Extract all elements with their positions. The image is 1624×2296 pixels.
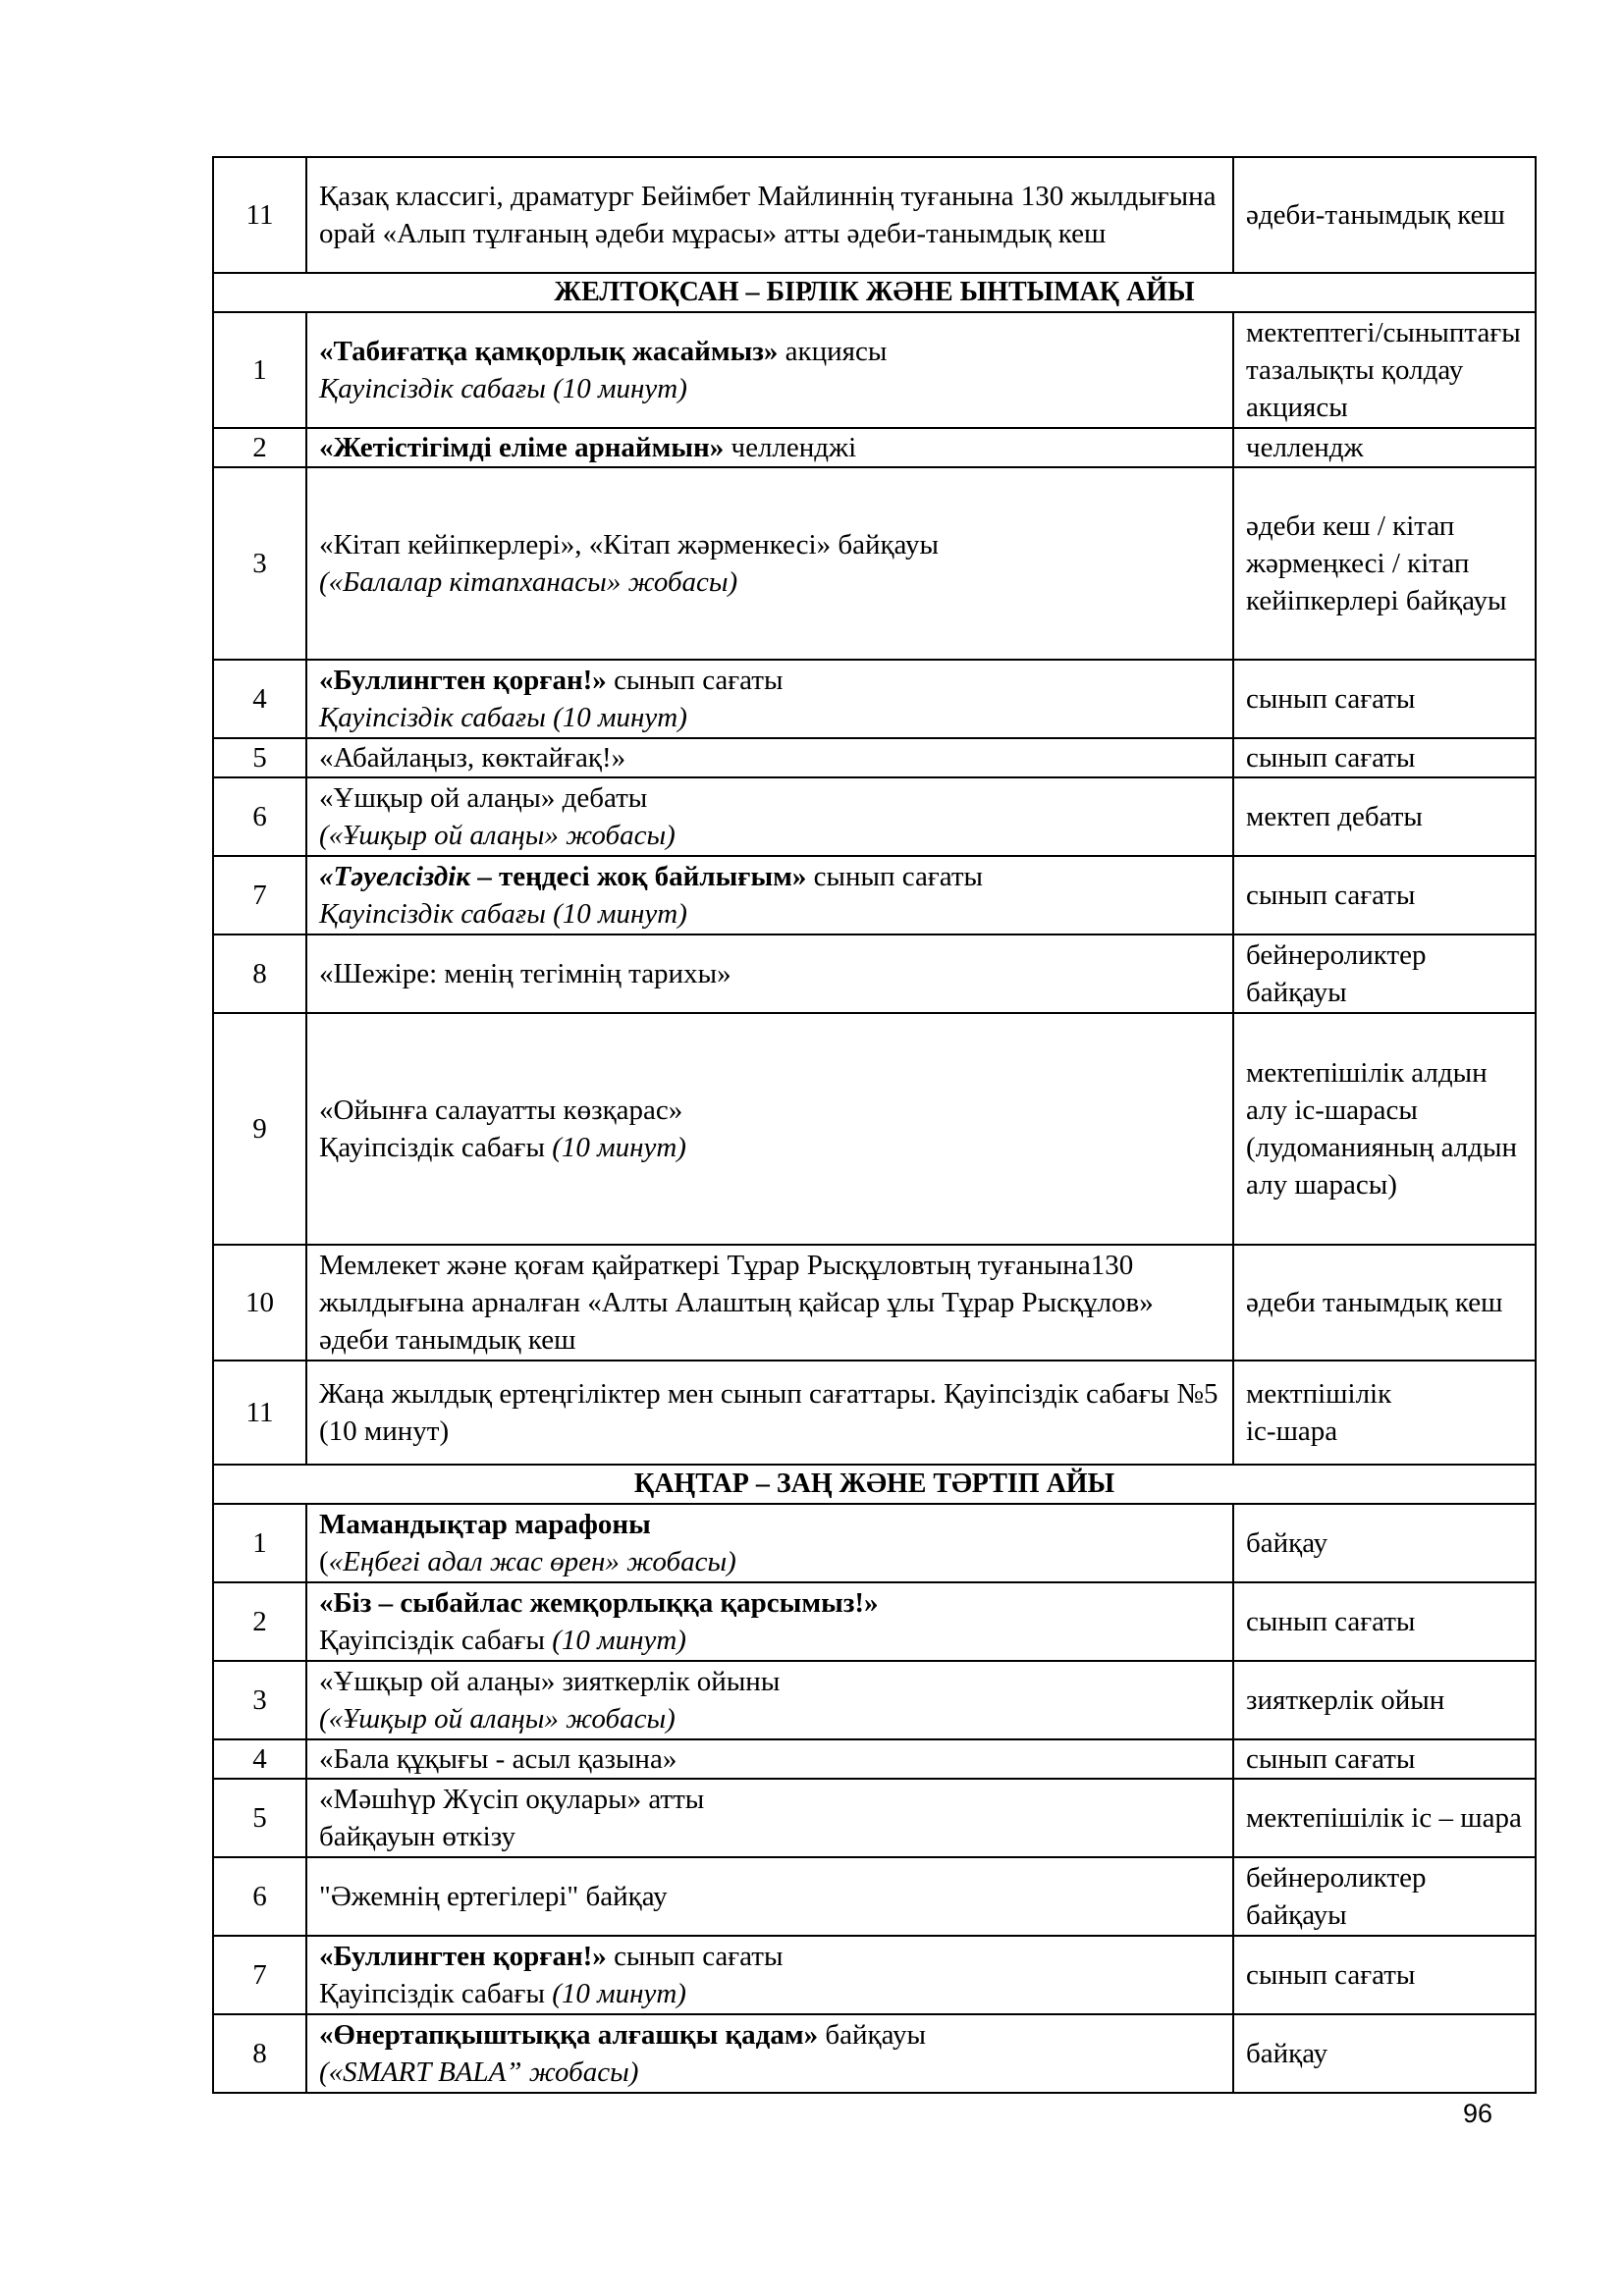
- event-type: әдеби кеш / кітап жәрмеңкесі / кітап кейіпкерлері байқауы: [1233, 467, 1536, 660]
- table-row: [213, 738, 1536, 777]
- row-number: 4: [213, 660, 306, 738]
- row-number: 2: [213, 1582, 306, 1661]
- table-row: [213, 157, 1536, 273]
- event-type: сынып сағаты: [1233, 738, 1536, 777]
- plan-table-body: [213, 157, 1536, 2093]
- row-number: 4: [213, 1739, 306, 1779]
- event-title: «Біз – сыбайлас жемқорлыққа қарсымыз!» Қауіпсіздік сабағы (10 минут): [306, 1582, 1233, 1661]
- month-header: ҚАҢТАР – ЗАҢ ЖӘНЕ ТӘРТІП АЙЫ: [213, 1465, 1536, 1504]
- event-type: мектепішілік алдын алу іс-шарасы (лудоманияның алдын алу шарасы): [1233, 1013, 1536, 1245]
- event-title: «Шежіре: менің тегімнің тарихы»: [306, 934, 1233, 1013]
- row-number: 11: [213, 157, 306, 273]
- event-title: «Абайлаңыз, көктайғақ!»: [306, 738, 1233, 777]
- event-title: Қазақ классигі, драматург Бейімбет Майлиннің туғанына 130 жылдығына орай «Алып тұлғаның әдеби мұрасы» атты әдеби-танымдық кеш: [306, 157, 1233, 273]
- table-row: [213, 2014, 1536, 2093]
- event-title: «Буллингтен қорған!» сынып сағаты Қауіпсіздік сабағы (10 минут): [306, 1936, 1233, 2014]
- table-row: [213, 777, 1536, 856]
- plan-table: [212, 156, 1537, 2094]
- event-title: Жаңа жылдық ертеңгіліктер мен сынып сағаттары. Қауіпсіздік сабағы №5 (10 минут): [306, 1361, 1233, 1465]
- row-number: 5: [213, 738, 306, 777]
- event-type: сынып сағаты: [1233, 1936, 1536, 2014]
- row-number: 11: [213, 1361, 306, 1465]
- month-header-row: [213, 1465, 1536, 1504]
- month-header: ЖЕЛТОҚСАН – БІРЛІК ЖӘНЕ ЫНТЫМАҚ АЙЫ: [213, 273, 1536, 312]
- event-type: мектепішілік іс – шара: [1233, 1779, 1536, 1857]
- event-type: мектептегі/сыныптағы тазалықты қолдау акциясы: [1233, 312, 1536, 428]
- event-type: әдеби танымдық кеш: [1233, 1245, 1536, 1361]
- event-type: сынып сағаты: [1233, 1582, 1536, 1661]
- row-number: 2: [213, 428, 306, 467]
- event-title: «Ұшқыр ой алаңы» зияткерлік ойыны («Ұшқыр ой алаңы» жобасы): [306, 1661, 1233, 1739]
- table-row: [213, 1857, 1536, 1936]
- month-header-row: [213, 273, 1536, 312]
- event-type: әдеби-танымдық кеш: [1233, 157, 1536, 273]
- event-type: мектпішілік іс-шара: [1233, 1361, 1536, 1465]
- row-number: 3: [213, 1661, 306, 1739]
- row-number: 8: [213, 2014, 306, 2093]
- event-title: Мемлекет және қоғам қайраткері Тұрар Рысқұловтың туғанына130 жылдығына арналған «Алты Алаштың қайсар ұлы Тұрар Рысқұлов» әдеби танымдық кеш: [306, 1245, 1233, 1361]
- event-type: мектеп дебаты: [1233, 777, 1536, 856]
- table-row: [213, 1361, 1536, 1465]
- row-number: 10: [213, 1245, 306, 1361]
- page-number: 96: [1463, 2099, 1493, 2128]
- table-row: [213, 1245, 1536, 1361]
- table-row: [213, 1936, 1536, 2014]
- table-row: [213, 1013, 1536, 1245]
- table-row: [213, 934, 1536, 1013]
- table-row: [213, 428, 1536, 467]
- event-title: Мамандықтар марафоны («Еңбегі адал жас өрен» жобасы): [306, 1504, 1233, 1582]
- event-title: «Табиғатқа қамқорлық жасаймыз» акциясы Қауіпсіздік сабағы (10 минут): [306, 312, 1233, 428]
- event-title: «Жетістігімді еліме арнаймын» челленджі: [306, 428, 1233, 467]
- row-number: 1: [213, 1504, 306, 1582]
- row-number: 1: [213, 312, 306, 428]
- event-title: "Әжемнің ертегілері" байқау: [306, 1857, 1233, 1936]
- row-number: 6: [213, 1857, 306, 1936]
- event-title: «Бала құқығы - асыл қазына»: [306, 1739, 1233, 1779]
- row-number: 7: [213, 856, 306, 934]
- row-number: 3: [213, 467, 306, 660]
- table-row: [213, 467, 1536, 660]
- event-title: «Тәуелсіздік – теңдесі жоқ байлығым» сынып сағаты Қауіпсіздік сабағы (10 минут): [306, 856, 1233, 934]
- event-type: зияткерлік ойын: [1233, 1661, 1536, 1739]
- event-type: байқау: [1233, 2014, 1536, 2093]
- table-row: [213, 1779, 1536, 1857]
- table-row: [213, 1582, 1536, 1661]
- event-title: «Ұшқыр ой алаңы» дебаты («Ұшқыр ой алаңы» жобасы): [306, 777, 1233, 856]
- table-row: [213, 660, 1536, 738]
- table-row: [213, 1661, 1536, 1739]
- event-type: бейнероликтер байқауы: [1233, 1857, 1536, 1936]
- table-row: [213, 312, 1536, 428]
- row-number: 8: [213, 934, 306, 1013]
- event-type: сынып сағаты: [1233, 856, 1536, 934]
- row-number: 7: [213, 1936, 306, 2014]
- event-title: «Мәшһүр Жүсіп оқулары» атты байқауын өткізу: [306, 1779, 1233, 1857]
- table-row: [213, 1504, 1536, 1582]
- event-type: байқау: [1233, 1504, 1536, 1582]
- event-type: сынып сағаты: [1233, 1739, 1536, 1779]
- event-type: сынып сағаты: [1233, 660, 1536, 738]
- row-number: 9: [213, 1013, 306, 1245]
- event-type: челлендж: [1233, 428, 1536, 467]
- table-row: [213, 1739, 1536, 1779]
- row-number: 6: [213, 777, 306, 856]
- event-title: «Ойынға салауатты көзқарас» Қауіпсіздік сабағы (10 минут): [306, 1013, 1233, 1245]
- event-title: «Кітап кейіпкерлері», «Кітап жәрменкесі» байқауы («Балалар кітапханасы» жобасы): [306, 467, 1233, 660]
- event-type: бейнероликтер байқауы: [1233, 934, 1536, 1013]
- row-number: 5: [213, 1779, 306, 1857]
- event-title: «Буллингтен қорған!» сынып сағаты Қауіпсіздік сабағы (10 минут): [306, 660, 1233, 738]
- table-row: [213, 856, 1536, 934]
- event-title: «Өнертапқыштыққа алғашқы қадам» байқауы («SMART BALA” жобасы): [306, 2014, 1233, 2093]
